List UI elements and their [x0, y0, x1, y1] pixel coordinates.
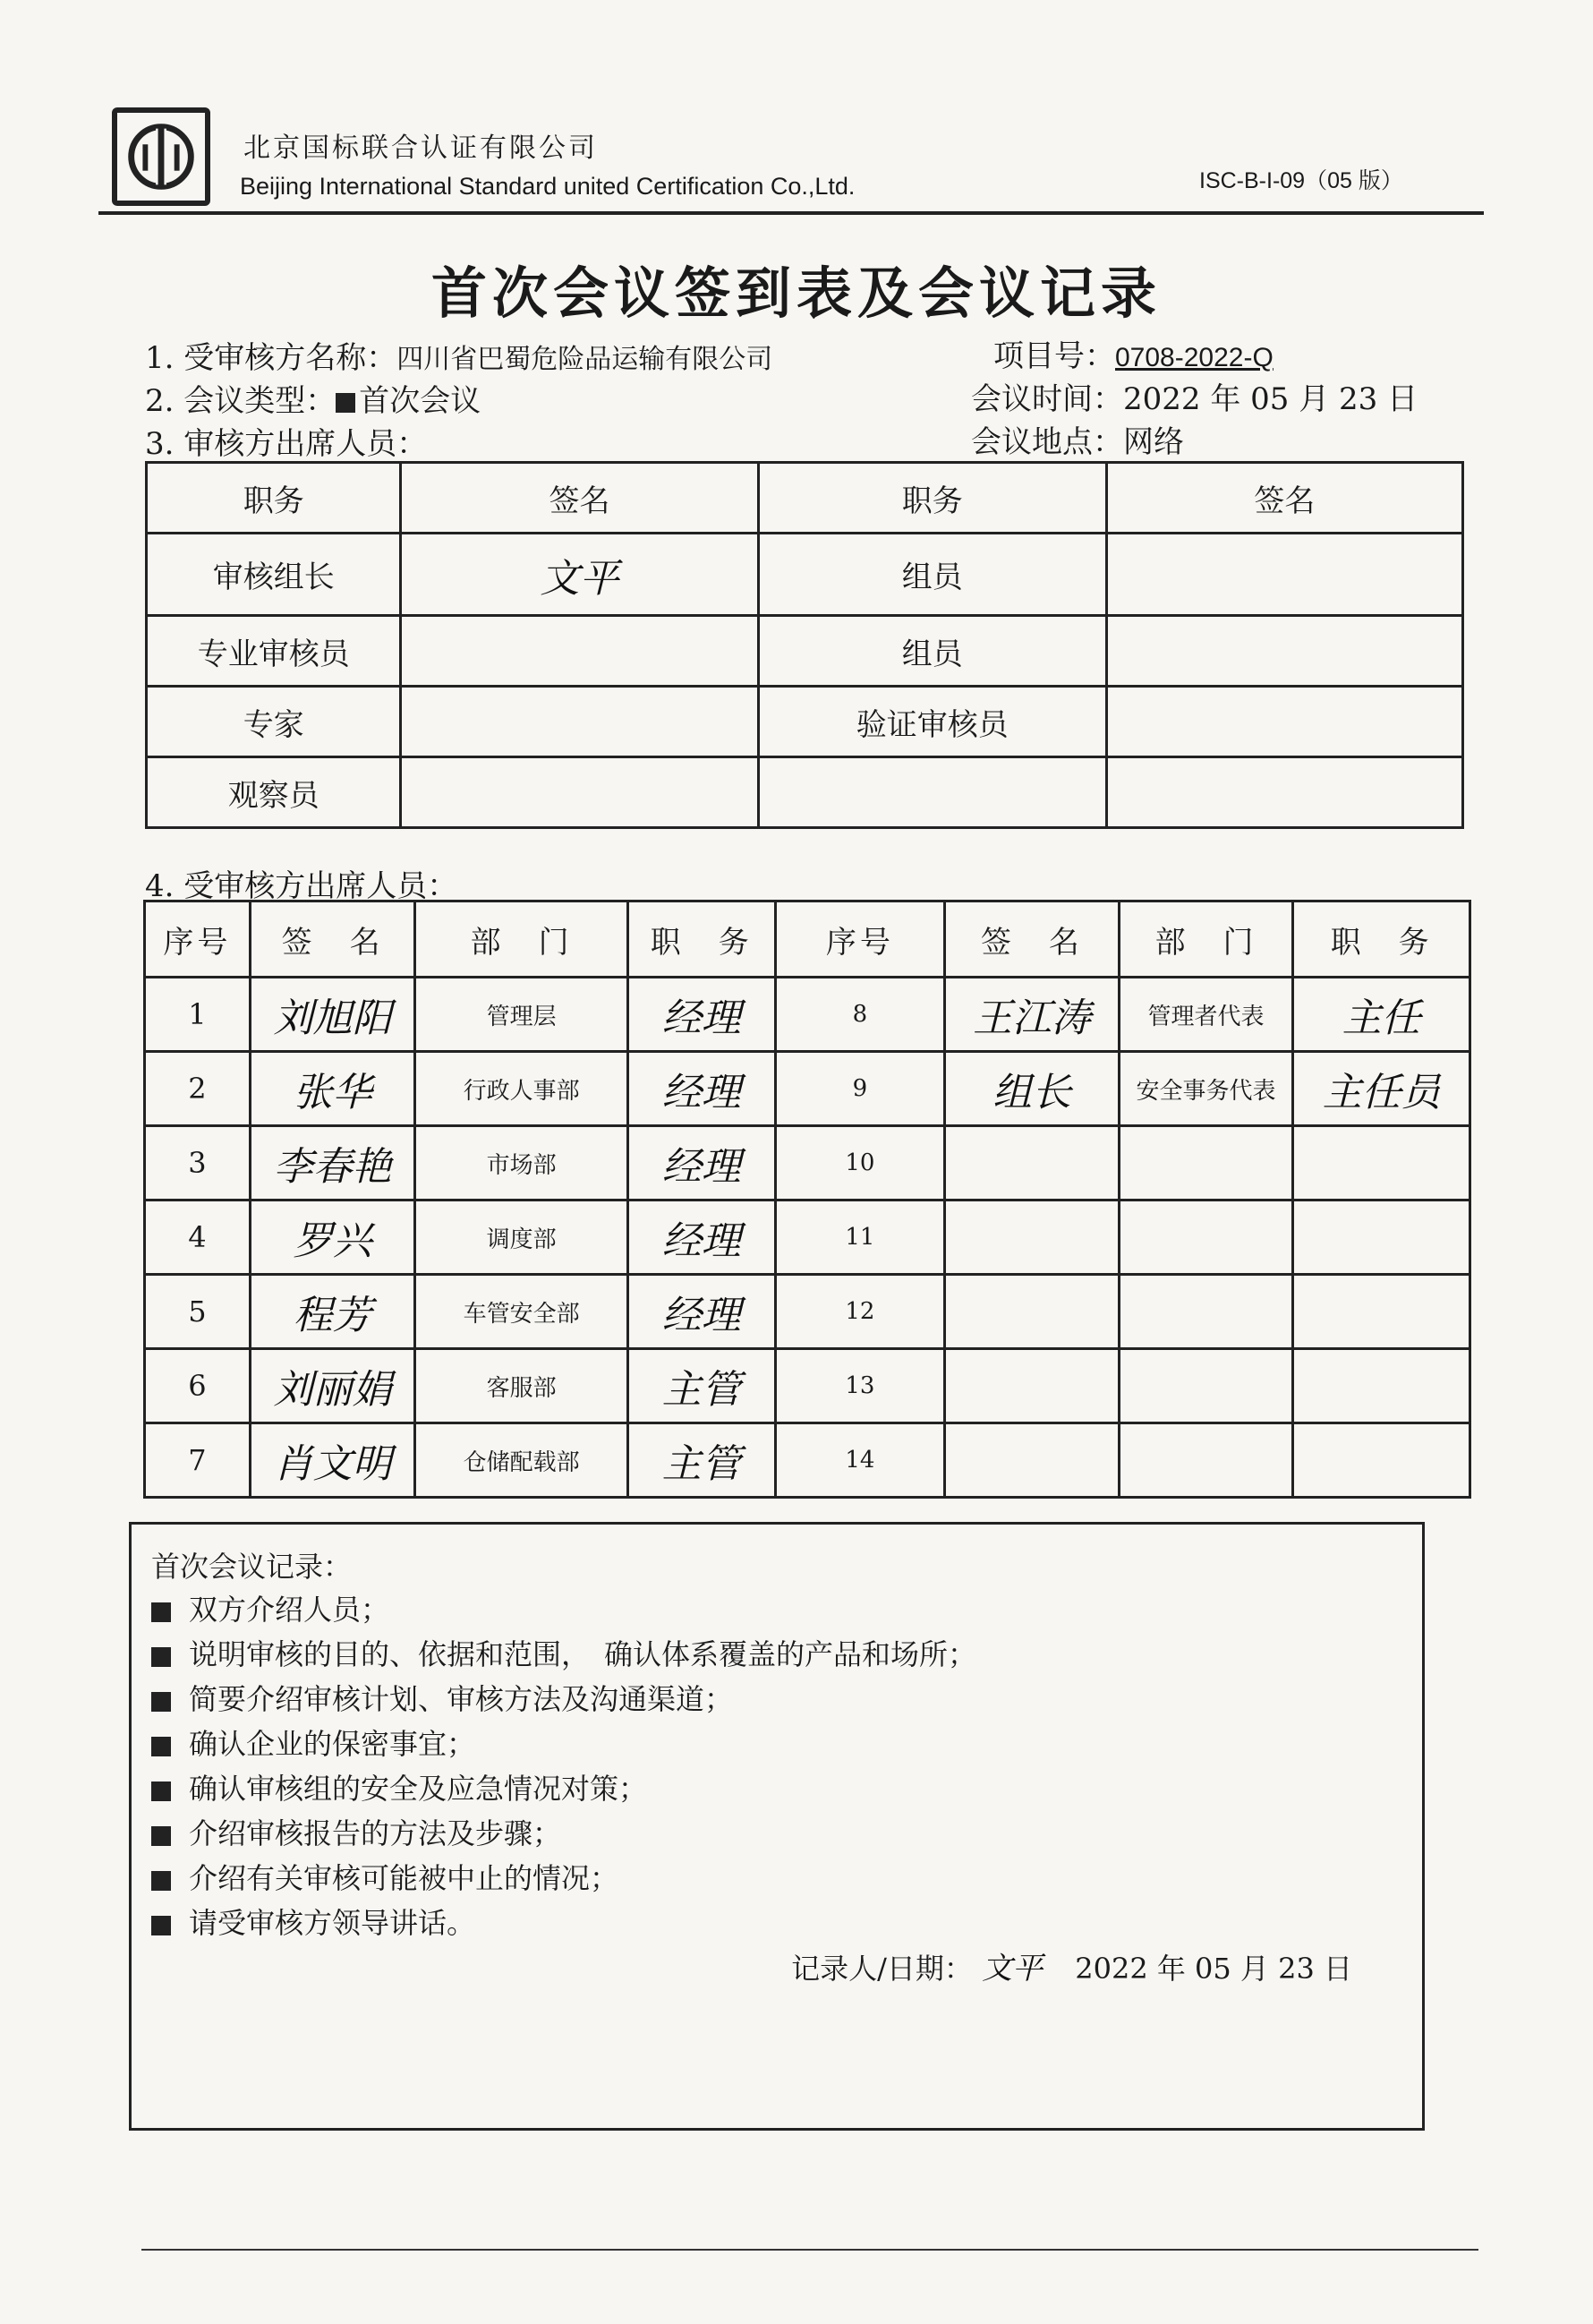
- department-cell: 仓储配载部: [415, 1423, 627, 1498]
- department-cell: 管理层: [415, 978, 627, 1052]
- signature-cell: [945, 1423, 1120, 1498]
- list-item-text: 确认审核组的安全及应急情况对策；: [189, 1772, 648, 1806]
- meeting-record-box: [129, 1522, 1425, 2131]
- signature-cell: [945, 1275, 1120, 1349]
- row-number: 13: [775, 1349, 945, 1423]
- signature-cell: [1106, 616, 1462, 687]
- department-cell: 行政人事部: [415, 1052, 627, 1126]
- project-number-value: 0708-2022-Q: [1115, 343, 1274, 372]
- row-number: 3: [145, 1126, 251, 1200]
- signature-cell: 文平: [401, 534, 758, 616]
- position-cell: 经理: [627, 1126, 775, 1200]
- department-cell: [1119, 1349, 1293, 1423]
- signature-cell: 组长: [945, 1052, 1120, 1126]
- row-number: 10: [775, 1126, 945, 1200]
- column-header: 部 门: [415, 901, 627, 978]
- department-cell: 市场部: [415, 1126, 627, 1200]
- company-name-cn: 北京国标联合认证有限公司: [243, 132, 598, 164]
- footer-divider: [141, 2249, 1478, 2251]
- role-cell: 专业审核员: [147, 616, 401, 687]
- row-number: 14: [775, 1423, 945, 1498]
- auditee-attendees-label: 4. 受审核方出席人员：: [145, 868, 458, 904]
- row-number: 11: [775, 1200, 945, 1275]
- column-header: 签 名: [945, 901, 1120, 978]
- signature-cell: [945, 1200, 1120, 1275]
- position-cell: 经理: [627, 1052, 775, 1126]
- column-header: 签 名: [250, 901, 415, 978]
- table-row: [147, 616, 1463, 687]
- signature-cell: 程芳: [250, 1275, 415, 1349]
- column-header: 签名: [1106, 463, 1462, 534]
- department-cell: [1119, 1275, 1293, 1349]
- position-cell: 主任: [1293, 978, 1470, 1052]
- column-header: 序号: [775, 901, 945, 978]
- row-number: 7: [145, 1423, 251, 1498]
- recorder-label: 记录人/日期：: [791, 1952, 973, 1986]
- position-cell: [1293, 1423, 1470, 1498]
- signature-cell: [1106, 534, 1462, 616]
- department-cell: 调度部: [415, 1200, 627, 1275]
- column-header: 职务: [758, 463, 1106, 534]
- position-cell: [1293, 1126, 1470, 1200]
- column-header: 职务: [147, 463, 401, 534]
- document-code: ISC-B-I-09（05 版）: [1199, 168, 1403, 193]
- column-header: 序号: [145, 901, 251, 978]
- project-number-line: [993, 331, 1274, 375]
- list-item-text: 双方介绍人员；: [189, 1593, 390, 1627]
- role-cell: 组员: [758, 534, 1106, 616]
- project-number-label: 项目号：: [993, 338, 1115, 374]
- checked-box-icon: [151, 1781, 171, 1801]
- table-header-row: [145, 901, 1470, 978]
- row-number: 6: [145, 1349, 251, 1423]
- list-item-text: 请受审核方领导讲话。: [189, 1906, 476, 1940]
- table-row: [145, 1126, 1470, 1200]
- list-item-text: 简要介绍审核计划、审核方法及沟通渠道；: [189, 1682, 734, 1716]
- list-item-text: 确认企业的保密事宜；: [189, 1727, 476, 1761]
- checked-box-icon: [151, 1647, 171, 1667]
- row-number: 12: [775, 1275, 945, 1349]
- list-item: [151, 1811, 976, 1856]
- role-cell: 专家: [147, 687, 401, 757]
- position-cell: [1293, 1349, 1470, 1423]
- logo-icon: [117, 113, 205, 201]
- signature-cell: [1106, 757, 1462, 828]
- auditor-attendees-label: 3. 审核方出席人员：: [145, 426, 428, 462]
- meeting-place-line: [971, 417, 1184, 461]
- list-item: [151, 1587, 976, 1632]
- role-cell: 组员: [758, 616, 1106, 687]
- auditor-attendance-table: [145, 461, 1464, 829]
- list-item: [151, 1901, 976, 1945]
- checked-box-icon: [151, 1602, 171, 1622]
- list-item-text: 介绍审核报告的方法及步骤；: [189, 1816, 562, 1850]
- checked-box-icon: [336, 393, 355, 413]
- role-cell: [758, 757, 1106, 828]
- signature-cell: [945, 1349, 1120, 1423]
- role-cell: 验证审核员: [758, 687, 1106, 757]
- role-cell: 审核组长: [147, 534, 401, 616]
- position-cell: 主管: [627, 1423, 775, 1498]
- department-cell: 客服部: [415, 1349, 627, 1423]
- auditee-attendance-table: [143, 900, 1471, 1499]
- checked-box-icon: [151, 1826, 171, 1846]
- department-cell: [1119, 1126, 1293, 1200]
- signature-cell: [401, 687, 758, 757]
- record-checklist: [151, 1587, 976, 1945]
- meeting-place-value: 网络: [1123, 424, 1184, 460]
- role-cell: 观察员: [147, 757, 401, 828]
- department-cell: 管理者代表: [1119, 978, 1293, 1052]
- list-item-text: 介绍有关审核可能被中止的情况；: [189, 1861, 619, 1895]
- table-row: [147, 757, 1463, 828]
- signature-cell: [1106, 687, 1462, 757]
- department-cell: [1119, 1423, 1293, 1498]
- column-header: 职 务: [1293, 901, 1470, 978]
- meeting-place-label: 会议地点：: [971, 424, 1123, 460]
- table-row: [145, 978, 1470, 1052]
- meeting-time-value: 2022 年 05 月 23 日: [1123, 381, 1418, 417]
- table-header-row: [147, 463, 1463, 534]
- meeting-type-line: [145, 376, 481, 420]
- company-logo: [112, 107, 210, 206]
- column-header: 部 门: [1119, 901, 1293, 978]
- record-heading: 首次会议记录：: [151, 1550, 353, 1584]
- row-number: 1: [145, 978, 251, 1052]
- table-row: [145, 1349, 1470, 1423]
- department-cell: 车管安全部: [415, 1275, 627, 1349]
- meeting-time-line: [971, 374, 1418, 418]
- auditee-name-value: 四川省巴蜀危险品运输有限公司: [396, 344, 773, 375]
- signature-cell: 张华: [250, 1052, 415, 1126]
- row-number: 5: [145, 1275, 251, 1349]
- list-item: [151, 1766, 976, 1811]
- position-cell: 主管: [627, 1349, 775, 1423]
- list-item: [151, 1722, 976, 1766]
- signature-cell: 刘旭阳: [250, 978, 415, 1052]
- row-number: 4: [145, 1200, 251, 1275]
- signature-cell: 肖文明: [250, 1423, 415, 1498]
- meeting-type-label: 2. 会议类型：: [145, 383, 336, 419]
- recorder-signature: 文平: [982, 1951, 1044, 1987]
- signature-cell: [401, 616, 758, 687]
- page-title: 首次会议签到表及会议记录: [430, 261, 1162, 326]
- list-item: [151, 1856, 976, 1901]
- table-row: [147, 687, 1463, 757]
- company-name-en: Beijing International Standard united Certification Co.,Ltd.: [240, 173, 856, 200]
- table-row: [145, 1052, 1470, 1126]
- table-row: [145, 1275, 1470, 1349]
- checked-box-icon: [151, 1916, 171, 1935]
- signature-cell: [945, 1126, 1120, 1200]
- position-cell: 经理: [627, 978, 775, 1052]
- signature-cell: 李春艳: [250, 1126, 415, 1200]
- department-cell: [1119, 1200, 1293, 1275]
- column-header: 签名: [401, 463, 758, 534]
- position-cell: [1293, 1200, 1470, 1275]
- table-row: [145, 1200, 1470, 1275]
- column-header: 职 务: [627, 901, 775, 978]
- table-row: [145, 1423, 1470, 1498]
- auditee-name-line: [145, 333, 772, 377]
- table-row: [147, 534, 1463, 616]
- recorder-line: [791, 1944, 1352, 1987]
- row-number: 2: [145, 1052, 251, 1126]
- checked-box-icon: [151, 1871, 171, 1891]
- meeting-type-value: 首次会议: [359, 383, 481, 419]
- checked-box-icon: [151, 1692, 171, 1712]
- list-item: [151, 1677, 976, 1722]
- row-number: 8: [775, 978, 945, 1052]
- department-cell: 安全事务代表: [1119, 1052, 1293, 1126]
- position-cell: 经理: [627, 1200, 775, 1275]
- auditee-name-label: 1. 受审核方名称：: [145, 340, 397, 376]
- signature-cell: 刘丽娟: [250, 1349, 415, 1423]
- meeting-time-label: 会议时间：: [971, 381, 1123, 417]
- row-number: 9: [775, 1052, 945, 1126]
- position-cell: 经理: [627, 1275, 775, 1349]
- signature-cell: [401, 757, 758, 828]
- list-item-text: 说明审核的目的、依据和范围， 确认体系覆盖的产品和场所；: [189, 1637, 977, 1671]
- signature-cell: 王江涛: [945, 978, 1120, 1052]
- position-cell: 主任员: [1293, 1052, 1470, 1126]
- header-divider: [98, 211, 1484, 215]
- checked-box-icon: [151, 1737, 171, 1756]
- list-item: [151, 1632, 976, 1677]
- position-cell: [1293, 1275, 1470, 1349]
- signature-cell: 罗兴: [250, 1200, 415, 1275]
- recorder-date: 2022 年 05 月 23 日: [1075, 1952, 1352, 1986]
